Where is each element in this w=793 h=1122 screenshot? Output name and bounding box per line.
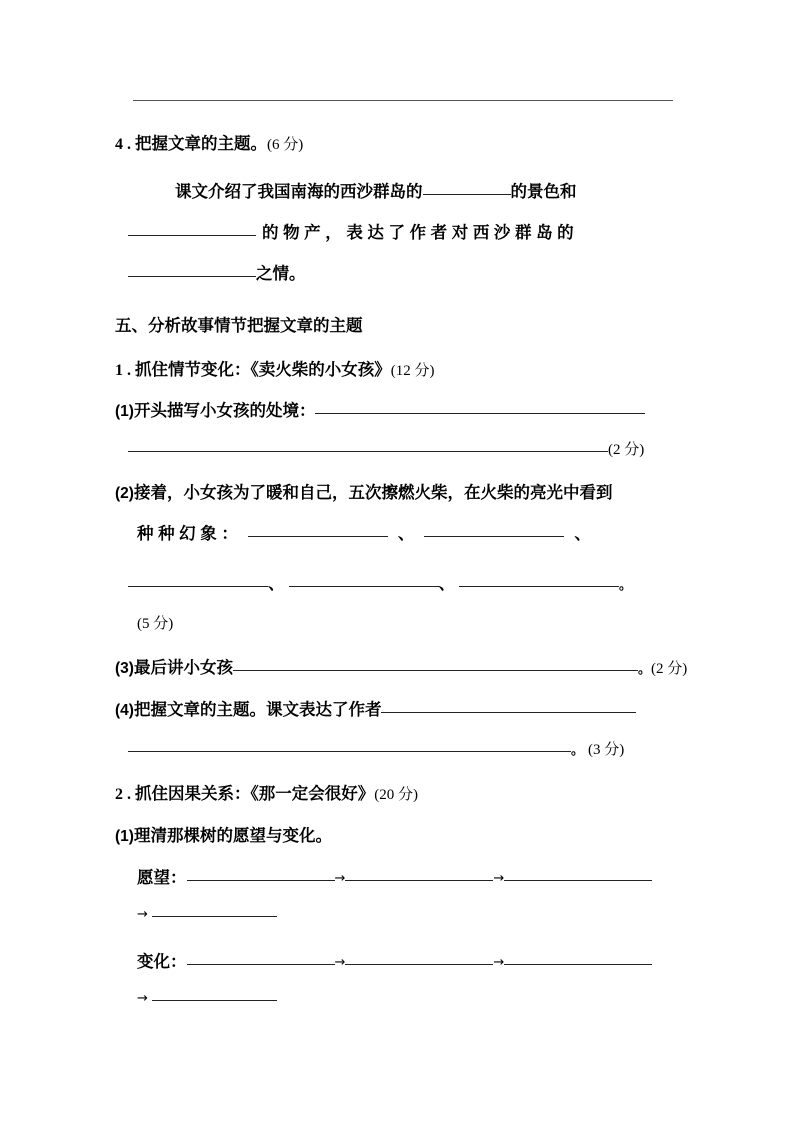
blank-q1-3[interactable] xyxy=(233,670,638,671)
question-4-body-line-1 xyxy=(175,178,577,202)
q4-body-text-c: 的 物 产 ， 表 达 了 作 者 对 西 沙 群 岛 的 xyxy=(262,224,574,242)
question-4-score: (6 分) xyxy=(267,137,304,153)
question-1-score: (12 分) xyxy=(390,363,435,379)
blank-q1-2c[interactable] xyxy=(128,586,268,587)
item-3-label: (3) xyxy=(115,660,134,677)
question-1-dot: . xyxy=(127,362,131,379)
blank-change-3[interactable] xyxy=(504,964,652,965)
blank-q1-4b[interactable] xyxy=(128,751,571,752)
q4-body-text-b: 的景色和 xyxy=(510,183,577,201)
q2-item-1-text: 理清那棵树的愿望与变化。 xyxy=(133,827,332,845)
question-1-item-2-score-row xyxy=(137,612,173,633)
question-1-item-1 xyxy=(115,397,645,421)
wish-chain-row-2 xyxy=(137,906,277,924)
blank-q1-1a[interactable] xyxy=(315,413,645,414)
question-1-item-4 xyxy=(115,696,636,720)
question-4-body-line-2 xyxy=(115,219,574,243)
item-2-sep-2: 、 xyxy=(574,525,591,543)
question-2-number: 2 xyxy=(115,786,123,803)
q4-body-text-d: 之情。 xyxy=(256,265,306,283)
wish-label: 愿望： xyxy=(137,869,187,887)
blank-q1-2e[interactable] xyxy=(459,586,619,587)
item-4-label: (4) xyxy=(115,702,134,719)
item-1-score: (2 分) xyxy=(608,442,645,458)
question-1-item-2 xyxy=(115,479,612,503)
blank-q1-1b[interactable] xyxy=(128,451,608,452)
blank-wish-4[interactable] xyxy=(152,916,277,917)
question-1-item-2-line-2 xyxy=(137,520,591,544)
question-4-body-line-3 xyxy=(115,260,306,284)
arrow-right-icon-3: → xyxy=(137,907,148,922)
blank-q4-3[interactable] xyxy=(128,276,256,277)
item-4-score: (3 分) xyxy=(588,742,625,758)
blank-wish-1[interactable] xyxy=(187,880,335,881)
blank-q1-4a[interactable] xyxy=(381,712,636,713)
question-2-title: 抓住因果关系：《那一定会很好》 xyxy=(135,785,375,803)
arrow-right-icon-1: → xyxy=(334,871,346,886)
arrow-right-icon-5: → xyxy=(493,955,505,970)
q4-body-text-a: 课文介绍了我国南海的西沙群岛的 xyxy=(175,183,423,201)
question-1-heading xyxy=(115,356,435,380)
item-2-text-2: 种 种 幻 象 ： xyxy=(137,525,238,543)
question-1-item-2-line-3 xyxy=(128,570,632,594)
item-2-text: 接着，小女孩为了暖和自己，五次擦燃火柴，在火柴的亮光中看到 xyxy=(133,484,613,502)
blank-wish-3[interactable] xyxy=(504,880,652,881)
question-2-item-1 xyxy=(115,822,332,846)
blank-change-2[interactable] xyxy=(345,964,493,965)
question-1-number: 1 xyxy=(115,362,123,379)
question-2-dot: . xyxy=(127,786,131,803)
blank-q4-1[interactable] xyxy=(423,194,511,195)
question-4-dot: . xyxy=(127,136,131,153)
blank-q4-2[interactable] xyxy=(128,235,256,236)
change-chain-row xyxy=(137,948,652,972)
question-4-number: 4 xyxy=(115,136,123,153)
item-3-score: (2 分) xyxy=(650,661,688,677)
item-1-label: (1) xyxy=(115,403,134,420)
question-1-item-4-line-2 xyxy=(128,738,624,759)
section-5-heading xyxy=(115,312,363,336)
item-4-period: 。 xyxy=(571,742,585,757)
arrow-right-icon-2: → xyxy=(493,871,505,886)
item-2-label: (2) xyxy=(115,485,134,502)
item-2-period: 。 xyxy=(619,577,633,592)
question-4-heading xyxy=(115,130,303,154)
item-2-score: (5 分) xyxy=(137,616,174,632)
question-1-title: 抓住情节变化：《卖火柴的小女孩》 xyxy=(135,361,391,379)
question-2-score: (20 分) xyxy=(374,787,418,803)
wish-chain-row xyxy=(137,864,652,888)
change-chain-row-2 xyxy=(137,990,277,1008)
item-1-text: 开头描写小女孩的处境： xyxy=(133,402,316,420)
continuation-rule xyxy=(133,100,673,101)
blank-q1-2d[interactable] xyxy=(289,586,439,587)
item-3-period: 。 xyxy=(637,661,651,676)
arrow-right-icon-4: → xyxy=(334,955,346,970)
question-1-item-1-line-2 xyxy=(115,438,644,459)
change-label: 变化： xyxy=(137,953,187,971)
blank-change-1[interactable] xyxy=(187,964,335,965)
question-2-heading xyxy=(115,780,418,804)
section-5-title: 五、分析故事情节把握文章的主题 xyxy=(115,317,363,335)
blank-q1-2a[interactable] xyxy=(248,536,388,537)
blank-wish-2[interactable] xyxy=(345,880,493,881)
arrow-right-icon-6: → xyxy=(137,991,148,1006)
blank-q1-2b[interactable] xyxy=(424,536,564,537)
item-4-text: 把握文章的主题。课文表达了作者 xyxy=(133,701,382,719)
q2-item-1-label: (1) xyxy=(115,828,134,845)
item-2-sep-1: 、 xyxy=(397,525,415,543)
item-3-text: 最后讲小女孩 xyxy=(133,659,233,677)
blank-change-4[interactable] xyxy=(152,1000,277,1001)
question-4-title: 把握文章的主题。 xyxy=(135,135,267,153)
question-1-item-3 xyxy=(115,654,687,678)
item-2-sep-4: 、 xyxy=(438,575,455,593)
item-2-sep-3: 、 xyxy=(268,575,285,593)
